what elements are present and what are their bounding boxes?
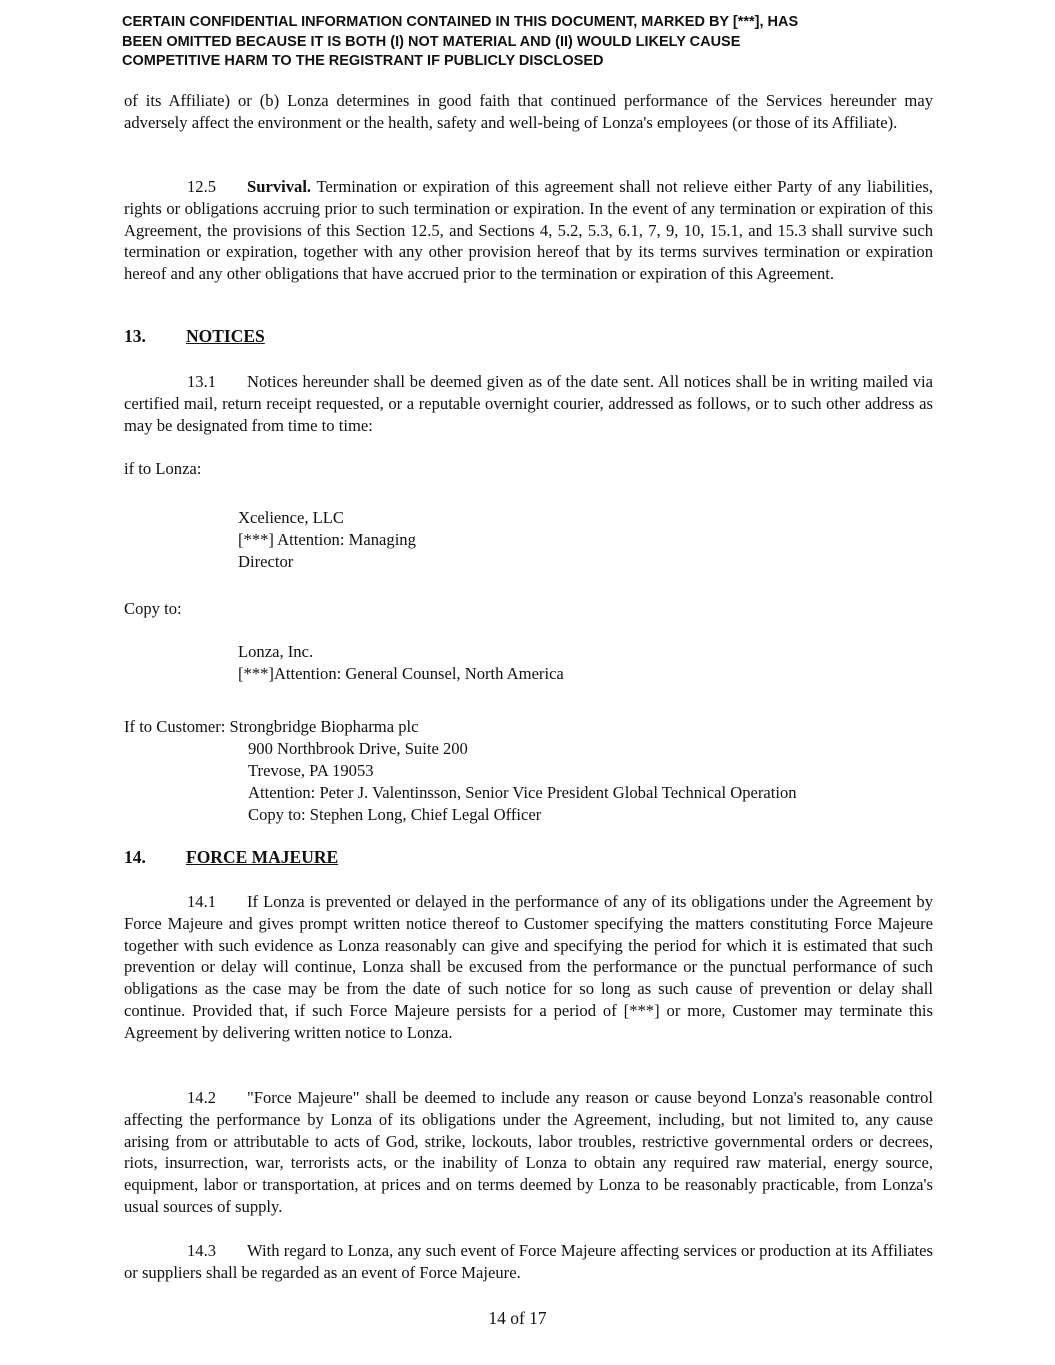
section-12-5 [124, 176, 933, 285]
section-12-5-number: 12.5 [187, 177, 217, 196]
confidentiality-header [122, 13, 942, 72]
section-13-heading [124, 326, 265, 347]
section-14-2 [124, 1087, 933, 1218]
lonza-address-line: Director [238, 552, 294, 571]
section-14-3 [124, 1240, 933, 1284]
section-13-number: 13. [124, 326, 146, 346]
customer-address-line: Trevose, PA 19053 [248, 761, 374, 780]
header-line-2: BEEN OMITTED BECAUSE IT IS BOTH (I) NOT MATERIAL AND (II) WOULD LIKELY CAUSE [122, 33, 741, 50]
customer-address-line: Copy to: Stephen Long, Chief Legal Officer [248, 805, 542, 824]
header-line-3: COMPETITIVE HARM TO THE REGISTRANT IF PUBLICLY DISCLOSED [122, 53, 604, 69]
section-14-heading [124, 847, 338, 868]
page-number: 14 of 17 [488, 1308, 547, 1328]
section-14-3-text: With regard to Lonza, any such event of Force Majeure affecting services or production at its Affiliates or suppliers shall be regarded as an event of Force Majeure. [124, 1241, 933, 1282]
intro-paragraph: of its Affiliate) or (b) Lonza determines in good faith that continued performance of the Services hereunder may adversely affect the environment or the health, safety and well-being of Lonza's employees (or those of its Affiliate). [124, 91, 933, 132]
if-to-lonza-label: if to Lonza: [124, 459, 202, 478]
header-line-1: CERTAIN CONFIDENTIAL INFORMATION CONTAINED IN THIS DOCUMENT, MARKED BY [***], HAS [122, 14, 799, 30]
section-14-1-text: If Lonza is prevented or delayed in the performance of any of its obligations under the Agreement by Force Majeure and gives prompt written notice thereof to Customer specifying the matters constituting Force Majeure together with such evidence as Lonza reasonably can give and specifying the period for which it is estimated that such prevention or delay will continue, Lonza shall be excused from the performance or the punctual performance of such obligations as the case may be from the date of such notice for so long as such cause of prevention or delay shall continue. Provided that, if such Force Majeure persists for a period of [***] or more, Customer may terminate this Agreement by delivering written notice to Lonza. [124, 892, 933, 1042]
section-13-title: NOTICES [186, 326, 265, 346]
section-14-title: FORCE MAJEURE [186, 847, 339, 867]
section-12-5-title: Survival. [247, 177, 312, 196]
section-14-3-number: 14.3 [187, 1241, 217, 1260]
section-14-1 [124, 891, 933, 1044]
section-13-1-text: Notices hereunder shall be deemed given as of the date sent. All notices shall be in writing mailed via certified mail, return receipt requested, or a reputable overnight courier, addressed as follows, or to such other address as may be designated from time to time: [124, 372, 933, 435]
customer-address-line: 900 Northbrook Drive, Suite 200 [248, 739, 468, 758]
section-12-5-text: Termination or expiration of this agreement shall not relieve either Party of any liabilities, rights or obligations accruing prior to such termination or expiration. In the event of any termination or expiration of this Agreement, the provisions of this Section 12.5, and Sections 4, 5.2, 5.3, 6.1, 7, 9, 10, 15.1, and 15.3 shall survive such termination or expiration, together with any other provision hereof that by its terms survives termination or expiration hereof and any other obligations that have accrued prior to the termination or expiration of this Agreement. [124, 177, 933, 284]
copy-address-line: [***]Attention: General Counsel, North America [238, 664, 564, 683]
section-14-2-number: 14.2 [187, 1088, 217, 1107]
customer-address-line: Attention: Peter J. Valentinsson, Senior Vice President Global Technical Operation [248, 783, 797, 802]
lonza-address-line: [***] Attention: Managing [238, 530, 416, 549]
section-13-1 [124, 371, 933, 436]
copy-address-line: Lonza, Inc. [238, 642, 314, 661]
lonza-address-line: Xcelience, LLC [238, 508, 344, 527]
section-14-1-number: 14.1 [187, 892, 217, 911]
copy-to-label: Copy to: [124, 599, 182, 618]
section-13-1-number: 13.1 [187, 372, 217, 391]
section-14-number: 14. [124, 847, 146, 867]
section-14-2-text: "Force Majeure" shall be deemed to include any reason or cause beyond Lonza's reasonable control affecting the performance by Lonza of its obligations under the Agreement, including, but not limited to, any cause arising from or attributable to acts of God, strike, lockouts, labor troubles, restrictive governmental orders or decrees, riots, insurrection, war, terrorists acts, or the inability of Lonza to obtain any required raw material, energy source, equipment, labor or transportation, at prices and on terms deemed by Lonza to be reasonably practicable, from Lonza's usual sources of supply. [124, 1088, 933, 1216]
if-to-customer-label: If to Customer: Strongbridge Biopharma plc [124, 717, 419, 736]
